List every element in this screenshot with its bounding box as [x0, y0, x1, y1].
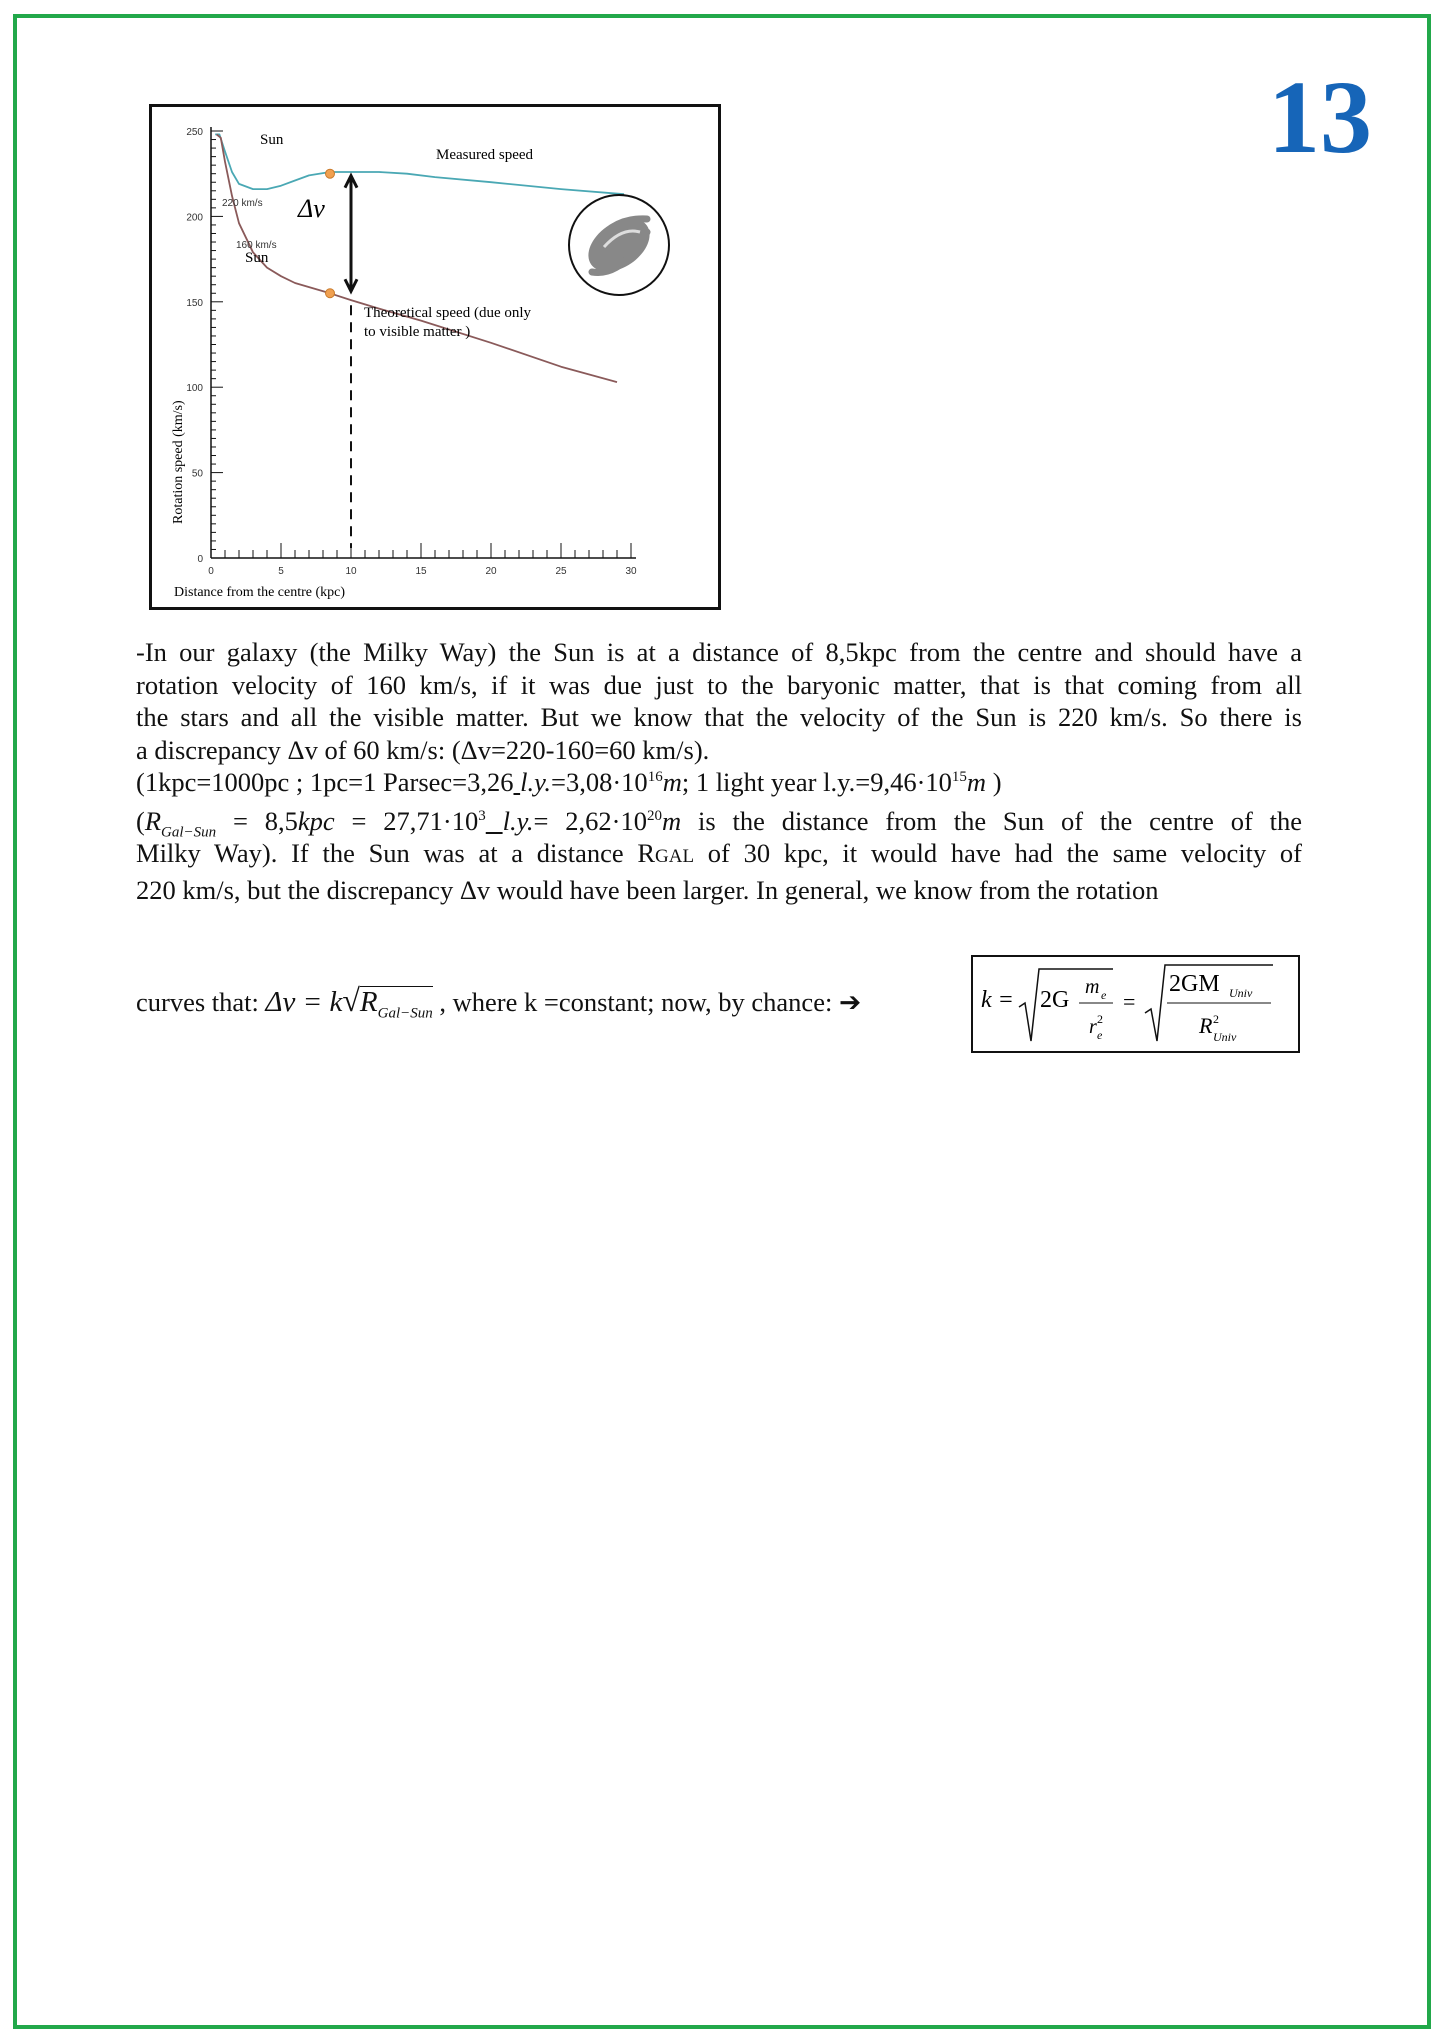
svg-text:Univ: Univ — [1213, 1030, 1237, 1044]
x-tick-label: 5 — [278, 566, 284, 577]
x-tick-label: 20 — [485, 566, 497, 577]
page-number: 13 — [1268, 60, 1372, 175]
text-line: a discrepancy Δv of 60 km/s: (Δv=220-160=60 km/s). — [136, 734, 710, 765]
body-paragraph — [136, 636, 1302, 906]
y-tick-label: 200 — [186, 212, 203, 224]
x-tick-label: 25 — [555, 566, 567, 577]
svg-text:e: e — [1101, 988, 1107, 1002]
y-tick-label: 0 — [197, 554, 203, 565]
x-axis-label: Distance from the centre (kpc) — [174, 585, 346, 600]
x-tick-label: 0 — [208, 566, 214, 577]
svg-text:2: 2 — [1213, 1012, 1219, 1026]
legend-measured: Measured speed — [436, 147, 534, 163]
k-label: k = — [981, 987, 1014, 1013]
text-line: the stars and all the visible matter. But we know that the velocity of the Sun is 220 km/s. So there is — [136, 702, 1302, 732]
svg-text:2GM: 2GM — [1169, 971, 1220, 997]
k-formula-box — [971, 955, 1300, 1053]
svg-text:2: 2 — [1097, 1012, 1103, 1026]
x-tick-label: 30 — [625, 566, 637, 577]
theoretical-speed-line — [217, 134, 617, 382]
rgal-line: ($R_{Gal-Sun} = 8,5kpc = 27,71\cdot 10^3$ $l.y.= 2,62\cdot 10^{20}m$ is the distance from the Sun of the centre of the — [136, 805, 1302, 840]
sun-label-bottom: Sun — [245, 250, 269, 266]
y-axis-label: Rotation speed (km/s) — [171, 400, 186, 524]
galaxy-icon — [569, 195, 669, 295]
text-line: -In our galaxy (the Milky Way) the Sun is at a distance of 8,5kpc from the centre and should have a — [136, 637, 1302, 667]
k-2g: 2G — [1040, 987, 1070, 1013]
svg-text:m: m — [1085, 976, 1100, 998]
legend-theoretical-1: Theoretical speed (due only — [364, 305, 532, 321]
svg-text:R: R — [1199, 1013, 1213, 1038]
rotation-curve-chart — [149, 104, 721, 610]
sun-label-top: Sun — [260, 132, 284, 148]
measured-value-label: 220 km/s — [222, 198, 263, 209]
units-line: (1kpc=1000pc ; 1pc=1 Parsec=3,26 $l.y.=3,08\cdot 10^{16}m$; 1 light year $l.y.=9,46\cdot 10^{15}m$ ) — [136, 767, 1002, 797]
sun-point-theoretical — [326, 289, 335, 298]
chart-svg — [152, 107, 718, 607]
y-tick-label: 150 — [186, 297, 203, 309]
y-tick-label: 250 — [186, 127, 203, 138]
y-tick-label: 100 — [186, 383, 203, 395]
x-tick-label: 10 — [345, 566, 357, 577]
svg-text:r: r — [1089, 1016, 1097, 1038]
text-line: 220 km/s, but the discrepancy Δv would have been larger. In general, we know from the rotation — [136, 874, 1159, 905]
svg-text:e: e — [1097, 1028, 1103, 1042]
theoretical-value-label: 160 km/s — [236, 240, 277, 251]
delta-v-label: Δv — [298, 194, 325, 223]
y-tick-label: 50 — [191, 468, 203, 480]
text-line: Milky Way). If the Sun was at a distance RGAL of 30 kpc, it would have had the same velocity of — [136, 838, 1302, 868]
svg-text:=: = — [1123, 989, 1136, 1014]
formula-line: curves that: $\Delta v = k√R_{Gal-Sun}$ , where k =constant; now, by chance: ➔ — [136, 982, 862, 1022]
legend-theoretical-2: to visible matter ) — [364, 324, 471, 340]
text-line: rotation velocity of 160 km/s, if it was due just to the baryonic matter, that is that coming from all — [136, 669, 1302, 700]
sun-point-measured — [326, 169, 335, 178]
svg-text:Univ: Univ — [1229, 986, 1253, 1000]
x-tick-label: 15 — [415, 566, 427, 577]
